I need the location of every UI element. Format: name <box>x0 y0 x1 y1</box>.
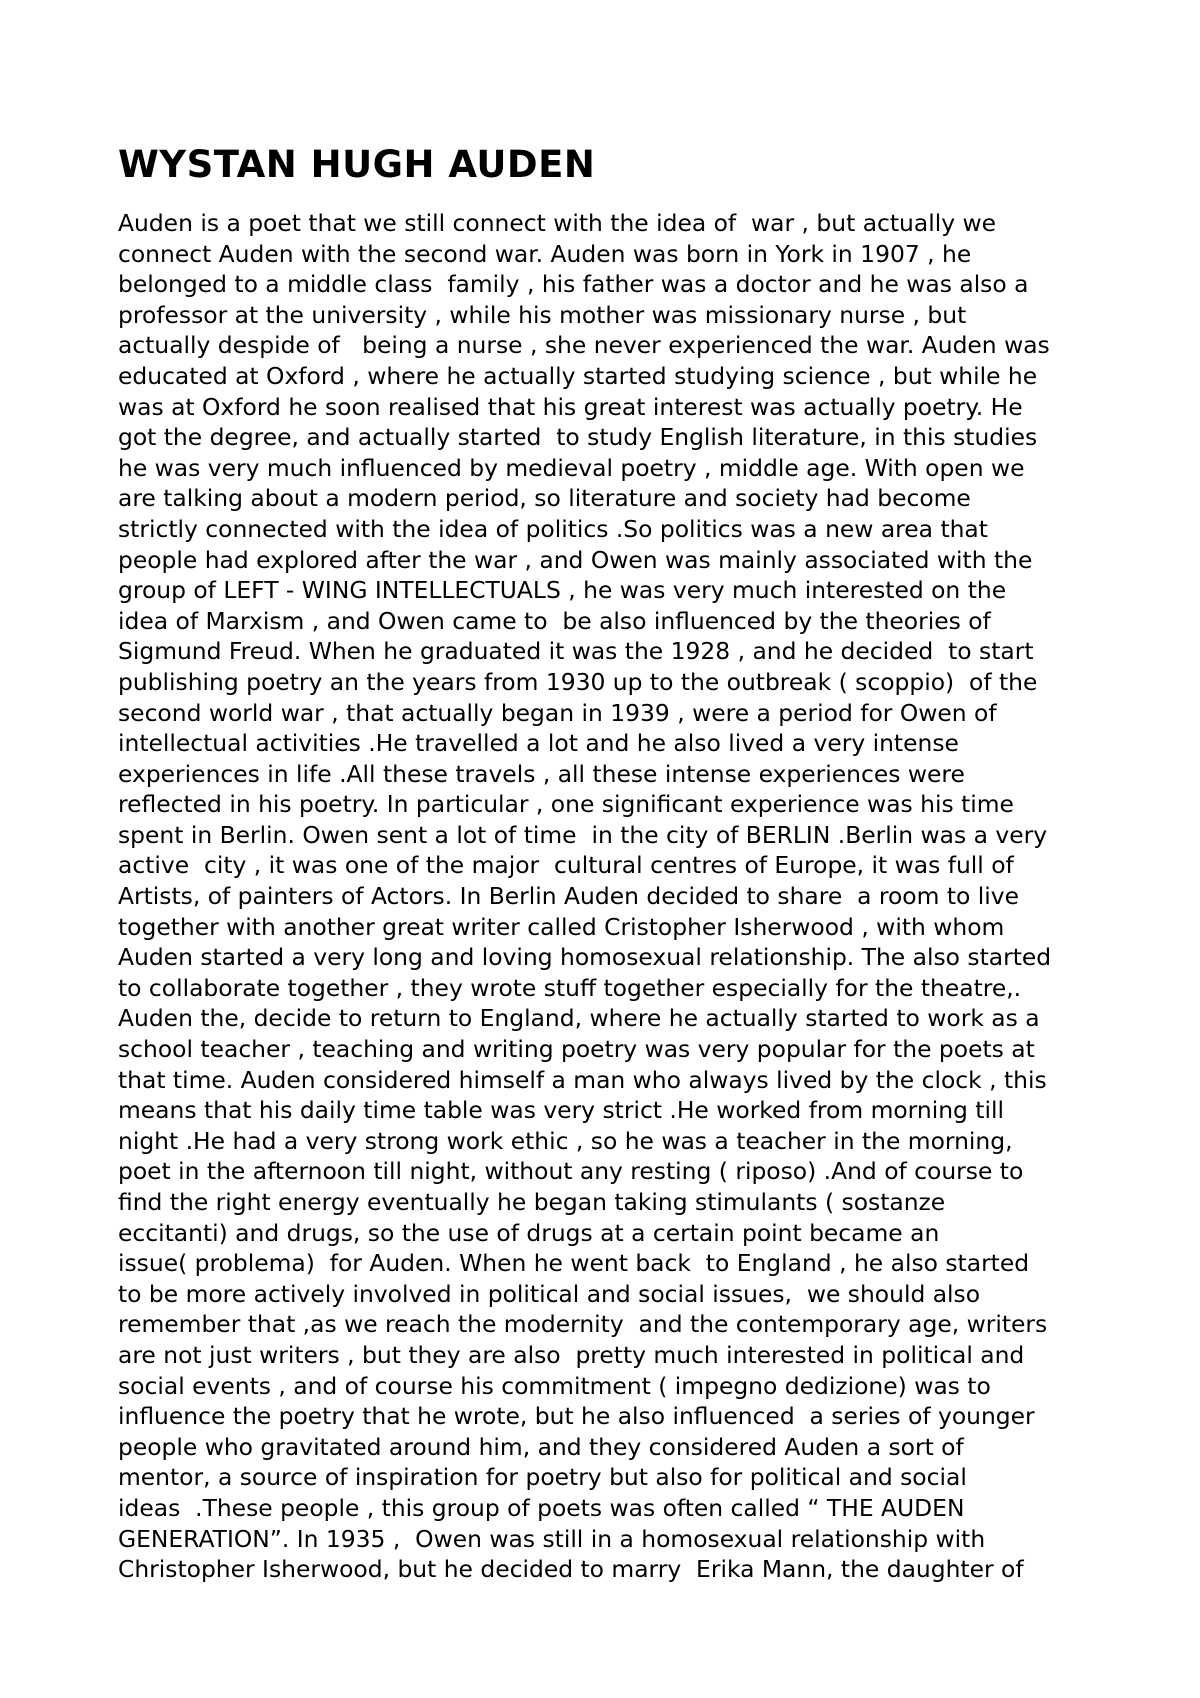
text-line: educated at Oxford , where he actually started studying science , but while he <box>118 361 1038 390</box>
text-line: that time. Auden considered himself a man who always lived by the clock , this <box>118 1065 1047 1094</box>
text-line: was at Oxford he soon realised that his great interest was actually poetry. He <box>118 392 1023 421</box>
text-line: he was very much influenced by medieval poetry , middle age. With open we <box>118 453 1025 482</box>
text-line: Christopher Isherwood, but he decided to marry Erika Mann, the daughter of <box>118 1555 1024 1584</box>
text-line: second world war , that actually began in 1939 , were a period for Owen of <box>118 698 997 727</box>
text-line: group of LEFT - WING INTELLECTUALS , he was very much interested on the <box>118 576 1007 605</box>
text-line: active city , it was one of the major cultural centres of Europe, it was full of <box>118 851 1014 880</box>
text-line: idea of Marxism , and Owen came to be also influenced by the theories of <box>118 606 991 635</box>
text-line: eccitanti) and drugs, so the use of drugs at a certain point became an <box>118 1218 940 1247</box>
text-line: social events , and of course his commitment ( impegno dedizione) was to <box>118 1371 991 1400</box>
text-line: remember that ,as we reach the modernity and the contemporary age, writers <box>118 1310 1048 1339</box>
text-line: means that his daily time table was very strict .He worked from morning till <box>118 1096 1004 1125</box>
text-line: issue( problema) for Auden. When he went back to England , he also started <box>118 1249 1030 1278</box>
text-line: night .He had a very strong work ethic , so he was a teacher in the morning, <box>118 1126 1013 1155</box>
document-title: WYSTAN HUGH AUDEN <box>118 143 596 186</box>
text-line: Auden the, decide to return to England, where he actually started to work as a <box>118 1004 1040 1033</box>
text-line: Artists, of painters of Actors. In Berlin Auden decided to share a room to live <box>118 882 1019 911</box>
text-line: intellectual activities .He travelled a lot and he also lived a very intense <box>118 729 959 758</box>
text-line: spent in Berlin. Owen sent a lot of time in the city of BERLIN .Berlin was a very <box>118 820 1048 849</box>
body-paragraph <box>118 208 1118 1585</box>
text-line: got the degree, and actually started to study English literature, in this studies <box>118 423 1038 452</box>
text-line: to collaborate together , they wrote stuff together especially for the theatre,. <box>118 973 1022 1002</box>
text-line: influence the poetry that he wrote, but he also influenced a series of younger <box>118 1402 1035 1431</box>
text-line: reflected in his poetry. In particular , one significant experience was his time <box>118 790 1014 819</box>
text-line: GENERATION”. In 1935 , Owen was still in a homosexual relationship with <box>118 1524 986 1553</box>
text-line: ideas .These people , this group of poets was often called “ THE AUDEN <box>118 1493 965 1522</box>
text-line: Sigmund Freud. When he graduated it was the 1928 , and he decided to start <box>118 637 1034 666</box>
text-line: publishing poetry an the years from 1930 up to the outbreak ( scoppio) of the <box>118 667 1038 696</box>
text-line: connect Auden with the second war. Auden was born in York in 1907 , he <box>118 239 972 268</box>
text-line: find the right energy eventually he began taking stimulants ( sostanze <box>118 1188 946 1216</box>
text-line: actually despide of being a nurse , she never experienced the war. Auden was <box>118 331 1050 360</box>
text-line: mentor, a source of inspiration for poetry but also for political and social <box>118 1463 967 1492</box>
text-line: Auden is a poet that we still connect with the idea of war , but actually we <box>118 209 997 237</box>
text-line: to be more actively involved in political and social issues, we should also <box>118 1279 981 1308</box>
text-line: are talking about a modern period, so literature and society had become <box>118 484 971 513</box>
text-line: Auden started a very long and loving homosexual relationship. The also started <box>118 943 1052 972</box>
text-line: school teacher , teaching and writing poetry was very popular for the poets at <box>118 1035 1035 1064</box>
text-line: people who gravitated around him, and they considered Auden a sort of <box>118 1432 964 1461</box>
text-line: professor at the university , while his mother was missionary nurse , but <box>118 300 967 329</box>
text-line: people had explored after the war , and Owen was mainly associated with the <box>118 545 1033 574</box>
text-line: belonged to a middle class family , his father was a doctor and he was also a <box>118 270 1029 299</box>
text-line: strictly connected with the idea of politics .So politics was a new area that <box>118 514 988 543</box>
text-line: experiences in life .All these travels , all these intense experiences were <box>118 759 965 788</box>
text-line: poet in the afternoon till night, without any resting ( riposo) .And of course to <box>118 1157 1024 1186</box>
text-line: are not just writers , but they are also pretty much interested in political and <box>118 1340 1025 1369</box>
text-line: together with another great writer called Cristopher Isherwood , with whom <box>118 912 1005 941</box>
